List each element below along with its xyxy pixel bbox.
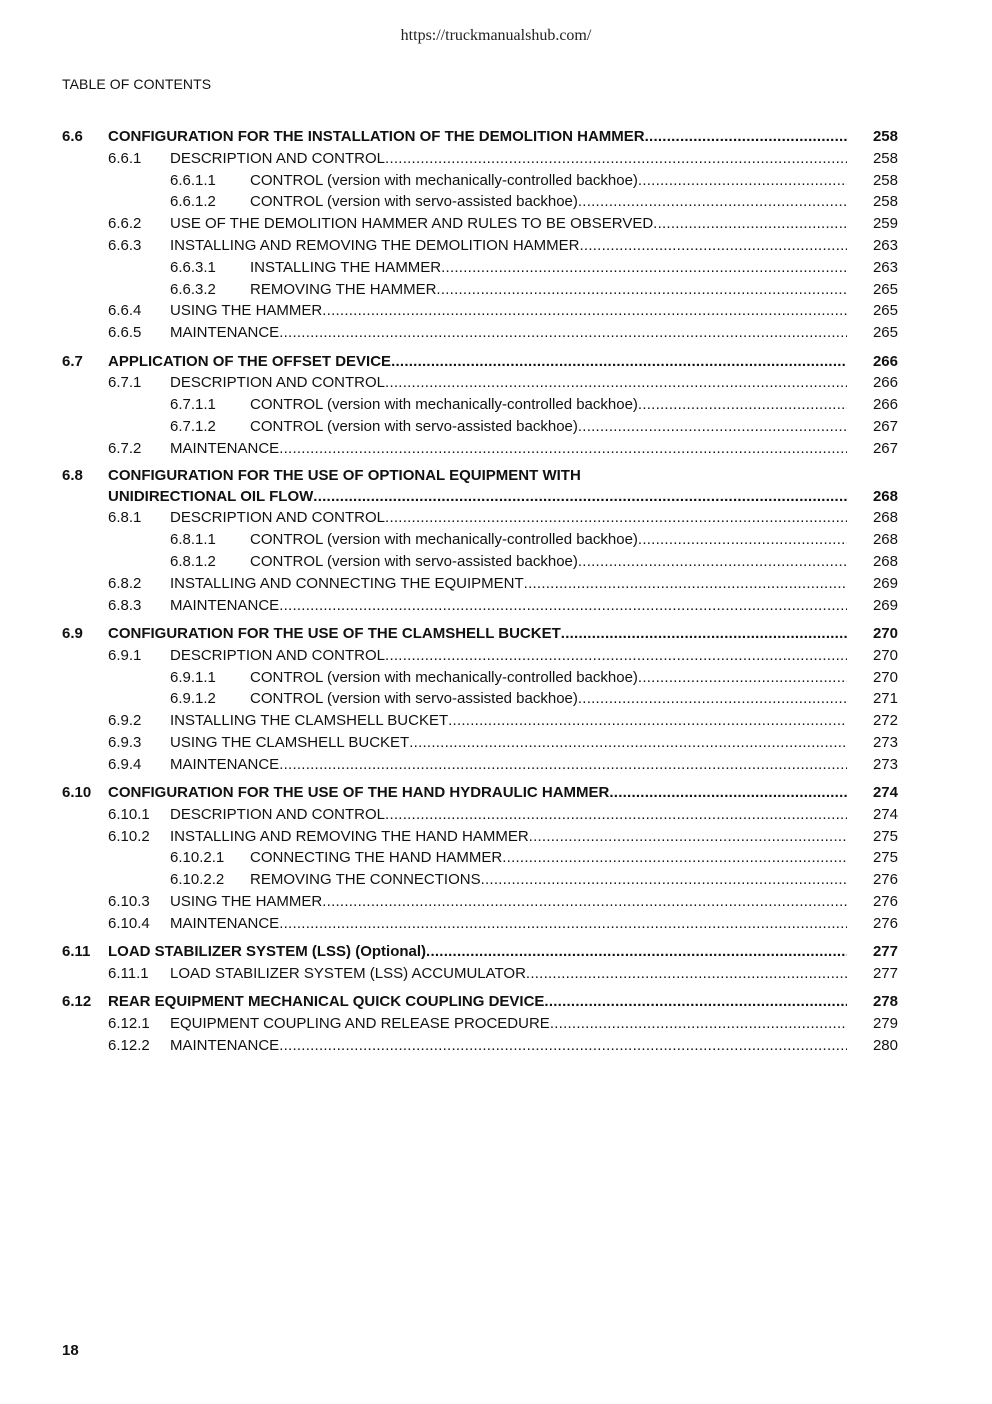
toc-page: 268 [872,509,898,527]
toc-page: 279 [872,1015,898,1033]
toc-title: DESCRIPTION AND CONTROL [170,374,386,392]
toc-number: 6.6 [62,128,83,145]
toc-title: CONTROL (version with mechanically-controlled backhoe) [250,171,638,189]
toc-number: 6.11.1 [108,965,149,983]
toc-page: 266 [872,396,898,414]
dot-leader [544,991,847,1013]
dot-leader [638,529,847,551]
toc-entry[interactable] [62,148,898,170]
toc-title: CONTROL (version with servo-assisted backhoe) [250,552,578,570]
toc-title: REMOVING THE CONNECTIONS [250,871,481,889]
toc-entry[interactable] [62,551,898,573]
toc-page: 258 [872,193,898,211]
toc-page: 268 [872,552,898,570]
toc-page: 271 [872,690,898,708]
toc-entry[interactable] [62,891,898,913]
toc-entry[interactable] [62,372,898,394]
toc-title: DESCRIPTION AND CONTROL [170,509,386,527]
dot-leader [279,438,847,460]
dot-leader [524,573,847,595]
toc-number: 6.11 [62,943,91,961]
toc-entry[interactable] [62,170,898,192]
toc-title: CONTROL (version with servo-assisted backhoe) [250,193,578,211]
toc-entry[interactable] [62,667,898,689]
toc-page: 276 [872,871,898,889]
toc-number: 6.10.1 [108,805,150,823]
toc-number: 6.10.4 [108,914,150,932]
toc-page: 277 [872,965,898,983]
toc-number: 6.7.2 [108,439,142,457]
toc-entry[interactable] [62,416,898,438]
toc-page: 258 [872,171,898,189]
toc-entry[interactable] [62,322,898,344]
toc-number: 6.6.5 [108,324,142,342]
toc-entry[interactable] [62,529,898,551]
toc-number: 6.10.2.1 [170,849,225,867]
toc-number: 6.10 [62,784,92,802]
toc-number: 6.9 [62,624,83,642]
toc-title: DESCRIPTION AND CONTROL [170,805,386,823]
toc-page: 263 [872,258,898,276]
toc-number: 6.9.1.1 [170,668,216,686]
toc-title: INSTALLING AND REMOVING THE HAND HAMMER [170,827,529,845]
toc-title: CONTROL (version with mechanically-controlled backhoe) [250,668,638,686]
toc-entry[interactable] [62,466,898,487]
toc-title: INSTALLING THE CLAMSHELL BUCKET [170,712,449,730]
toc-entry[interactable] [62,191,898,213]
toc-title: APPLICATION OF THE OFFSET DEVICE [108,352,392,370]
toc-entry[interactable] [62,235,898,257]
toc-entry[interactable] [62,645,898,667]
toc-entry[interactable] [62,213,898,235]
toc-page: 258 [872,149,898,167]
dot-leader [426,941,847,963]
dot-leader [580,235,848,257]
toc-number: 6.12.1 [108,1015,150,1033]
toc-title: CONFIGURATION FOR THE USE OF THE HAND HYDRAULIC HAMMER [108,784,610,802]
toc-number: 6.6.3.2 [170,280,216,298]
toc-page: 274 [872,784,898,802]
toc-entry[interactable] [62,507,898,529]
toc-entry[interactable] [62,826,898,848]
toc-entry[interactable] [62,1013,898,1035]
dot-leader [550,1013,847,1035]
toc-page: 270 [872,668,898,686]
toc-title: REMOVING THE HAMMER [250,280,437,298]
toc-page: 275 [872,827,898,845]
toc-page: 270 [872,624,898,642]
toc-page: 265 [872,302,898,320]
toc-entry[interactable] [62,804,898,826]
toc-title: CONTROL (version with mechanically-controlled backhoe) [250,396,638,414]
table-of-contents [62,126,898,1057]
toc-title: REAR EQUIPMENT MECHANICAL QUICK COUPLING DEVICE [108,993,545,1011]
toc-page: 277 [872,943,898,961]
toc-page: 265 [872,324,898,342]
toc-entry[interactable] [62,1035,898,1057]
toc-title: INSTALLING AND CONNECTING THE EQUIPMENT [170,574,524,592]
toc-number: 6.12 [62,993,92,1011]
toc-entry[interactable] [62,941,898,963]
toc-entry[interactable] [62,754,898,776]
toc-number: 6.9.3 [108,733,142,751]
toc-title-continuation: UNIDIRECTIONAL OIL FLOW [108,487,314,505]
toc-number: 6.6.1.1 [170,171,216,189]
toc-page: 263 [872,236,898,254]
toc-number: 6.6.4 [108,302,142,320]
toc-title: CONFIGURATION FOR THE USE OF OPTIONAL EQUIPMENT WITH [108,467,581,485]
toc-title: USE OF THE DEMOLITION HAMMER AND RULES TO BE OBSERVED [170,215,654,233]
dot-leader [578,688,847,710]
toc-page: 276 [872,893,898,911]
section-title: TABLE OF CONTENTS [62,76,212,92]
toc-entry[interactable] [62,782,898,804]
toc-title: INSTALLING THE HAMMER [250,258,442,276]
toc-page: 273 [872,733,898,751]
toc-page: 269 [872,574,898,592]
toc-number: 6.9.2 [108,712,142,730]
toc-number: 6.6.3.1 [170,258,216,276]
toc-page: 280 [872,1037,898,1055]
toc-page: 268 [872,487,898,505]
dot-leader [385,507,847,529]
toc-title: LOAD STABILIZER SYSTEM (LSS) (Optional) [108,943,427,961]
toc-entry[interactable] [62,963,898,985]
toc-title: MAINTENANCE [170,914,280,932]
toc-entry[interactable] [62,732,898,754]
toc-page: 275 [872,849,898,867]
dot-leader [448,710,847,732]
toc-page: 265 [872,280,898,298]
dot-leader [638,667,847,689]
toc-entry[interactable] [62,351,898,373]
toc-page: 273 [872,755,898,773]
dot-leader [279,1035,847,1057]
toc-entry[interactable] [62,438,898,460]
toc-entry[interactable] [62,991,898,1013]
toc-title: INSTALLING AND REMOVING THE DEMOLITION HAMMER [170,236,580,254]
dot-leader [645,126,847,148]
toc-title: CONFIGURATION FOR THE INSTALLATION OF THE DEMOLITION HAMMER [108,128,645,145]
dot-leader [578,191,847,213]
dot-leader [578,416,847,438]
toc-number: 6.7.1.2 [170,417,216,435]
toc-page: 272 [872,712,898,730]
dot-leader [391,351,847,373]
toc-page: 266 [872,352,898,370]
toc-number: 6.6.1 [108,149,142,167]
dot-leader [529,826,847,848]
toc-number: 6.6.2 [108,215,142,233]
toc-title: EQUIPMENT COUPLING AND RELEASE PROCEDURE [170,1015,550,1033]
toc-title: LOAD STABILIZER SYSTEM (LSS) ACCUMULATOR [170,965,526,983]
toc-title: MAINTENANCE [170,596,280,614]
toc-title: CONTROL (version with servo-assisted backhoe) [250,690,578,708]
toc-number: 6.7.1.1 [170,396,216,414]
toc-page: 269 [872,596,898,614]
toc-title: MAINTENANCE [170,324,280,342]
toc-number: 6.7.1 [108,374,142,392]
toc-number: 6.10.2.2 [170,871,225,889]
toc-number: 6.7 [62,352,83,370]
toc-title: CONTROL (version with servo-assisted backhoe) [250,417,578,435]
dot-leader [638,170,847,192]
toc-title: CONTROL (version with mechanically-controlled backhoe) [250,531,638,549]
toc-title: MAINTENANCE [170,755,280,773]
dot-leader [409,732,847,754]
toc-page: 274 [872,805,898,823]
toc-number: 6.10.3 [108,893,150,911]
dot-leader [638,394,847,416]
toc-number: 6.8.1 [108,509,142,527]
toc-page: 267 [872,417,898,435]
toc-entry[interactable] [62,300,898,322]
toc-title: CONNECTING THE HAND HAMMER [250,849,503,867]
dot-leader [526,963,847,985]
toc-page: 268 [872,531,898,549]
toc-entry[interactable] [62,869,898,891]
dot-leader [322,300,847,322]
toc-number: 6.10.2 [108,827,150,845]
toc-page: 266 [872,374,898,392]
toc-number: 6.9.1.2 [170,690,216,708]
toc-entry[interactable] [62,279,898,301]
dot-leader [385,148,847,170]
toc-entry[interactable] [62,573,898,595]
dot-leader [279,754,847,776]
toc-entry[interactable] [62,710,898,732]
toc-entry[interactable] [62,623,898,645]
dot-leader [561,623,847,645]
page-number: 18 [62,1342,79,1359]
toc-page: 258 [872,128,898,145]
toc-page: 278 [872,993,898,1011]
toc-entry[interactable] [62,913,898,935]
dot-leader [279,595,847,617]
toc-number: 6.8.1.2 [170,552,216,570]
toc-entry-continuation[interactable] [62,487,898,508]
dot-leader [279,322,847,344]
dot-leader [502,847,847,869]
toc-number: 6.8.1.1 [170,531,216,549]
toc-number: 6.8.2 [108,574,142,592]
toc-page: 267 [872,439,898,457]
toc-entry[interactable] [62,257,898,279]
toc-number: 6.9.1 [108,646,142,664]
toc-entry[interactable] [62,847,898,869]
toc-title: USING THE CLAMSHELL BUCKET [170,733,410,751]
toc-page: 276 [872,914,898,932]
toc-title: MAINTENANCE [170,439,280,457]
dot-leader [481,869,847,891]
toc-number: 6.6.1.2 [170,193,216,211]
dot-leader [385,372,847,394]
source-url: https://truckmanualshub.com/ [400,27,592,44]
toc-entry[interactable] [62,394,898,416]
toc-entry[interactable] [62,595,898,617]
dot-leader [653,213,847,235]
toc-entry[interactable] [62,126,898,148]
dot-leader [385,645,847,667]
dot-leader [322,891,847,913]
toc-title: MAINTENANCE [170,1037,280,1055]
dot-leader [313,487,847,508]
dot-leader [385,804,847,826]
toc-entry[interactable] [62,688,898,710]
toc-number: 6.6.3 [108,236,142,254]
dot-leader [436,279,847,301]
toc-page: 259 [872,215,898,233]
toc-title: USING THE HAMMER [170,302,323,320]
toc-number: 6.8 [62,467,83,485]
toc-title: DESCRIPTION AND CONTROL [170,646,386,664]
dot-leader [609,782,847,804]
toc-page: 270 [872,646,898,664]
toc-number: 6.12.2 [108,1037,150,1055]
toc-number: 6.9.4 [108,755,142,773]
toc-title: USING THE HAMMER [170,893,323,911]
dot-leader [441,257,847,279]
toc-number: 6.8.3 [108,596,142,614]
dot-leader [279,913,847,935]
toc-title: DESCRIPTION AND CONTROL [170,149,386,167]
toc-title: CONFIGURATION FOR THE USE OF THE CLAMSHELL BUCKET [108,624,561,642]
dot-leader [578,551,847,573]
